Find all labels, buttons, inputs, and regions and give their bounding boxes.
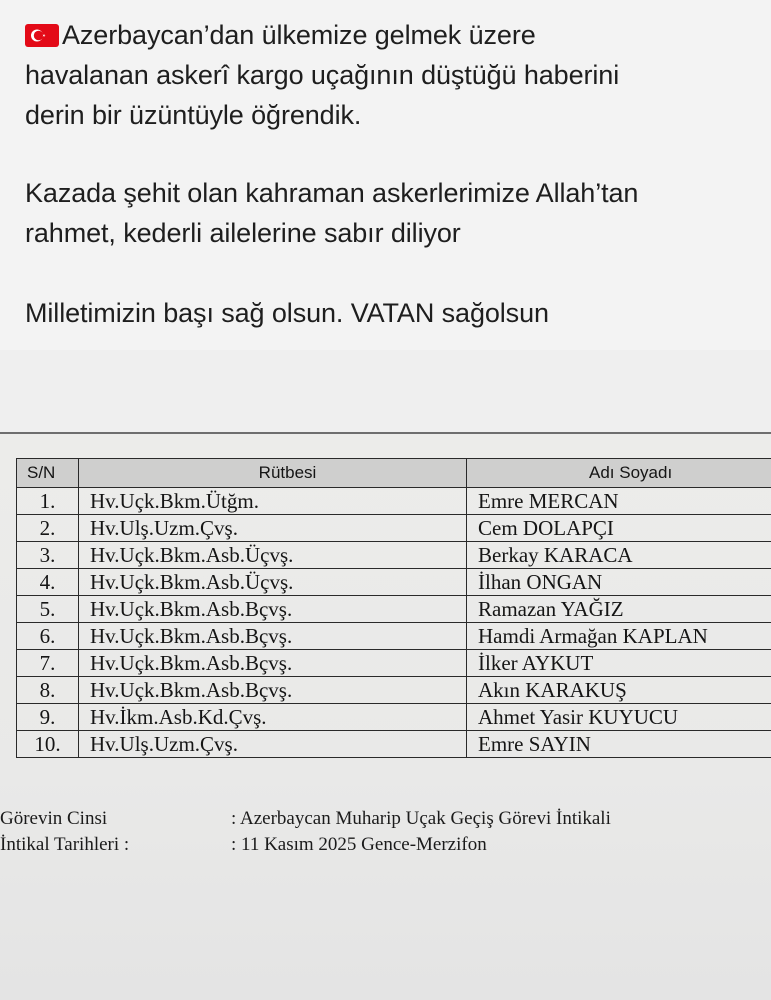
post-line-2: havalanan askerî kargo uçağının düştüğü haberini	[25, 60, 620, 90]
post-line-4: Kazada şehit olan kahraman askerlerimize Allah’tan	[25, 178, 639, 208]
post-line-1-text: Azerbaycan’dan ülkemize gelmek üzere	[62, 20, 536, 50]
post-divider	[0, 350, 771, 432]
post-line-6: Milletimizin başı sağ olsun. VATAN sağolsun	[25, 298, 549, 328]
row-sn: 8.	[17, 677, 79, 704]
meta-value: : Azerbaycan Muharip Uçak Geçiş Görevi İntikali	[231, 808, 611, 829]
header-name: Adı Soyadı	[467, 459, 771, 488]
row-rank: Hv.Uçk.Bkm.Asb.Üçvş.	[79, 569, 467, 596]
row-name: Ramazan YAĞIZ	[467, 596, 771, 623]
row-name: Akın KARAKUŞ	[467, 677, 771, 704]
row-sn: 2.	[17, 515, 79, 542]
row-sn: 9.	[17, 704, 79, 731]
row-rank: Hv.Uçk.Bkm.Asb.Bçvş.	[79, 596, 467, 623]
table-row	[17, 542, 771, 569]
row-sn: 10.	[17, 731, 79, 758]
row-rank: Hv.Uçk.Bkm.Asb.Bçvş.	[79, 623, 467, 650]
turkey-flag-icon	[25, 24, 59, 47]
row-name: İlker AYKUT	[467, 650, 771, 677]
row-rank: Hv.Uçk.Bkm.Ütğm.	[79, 488, 467, 515]
table-row	[17, 677, 771, 704]
row-rank: Hv.Uçk.Bkm.Asb.Bçvş.	[79, 650, 467, 677]
post-line-1	[25, 22, 536, 49]
row-name: Emre SAYIN	[467, 731, 771, 758]
row-rank: Hv.İkm.Asb.Kd.Çvş.	[79, 704, 467, 731]
row-sn: 1.	[17, 488, 79, 515]
row-rank: Hv.Ulş.Uzm.Çvş.	[79, 515, 467, 542]
meta-value: : 11 Kasım 2025 Gence-Merzifon	[231, 834, 487, 855]
post-line-5: rahmet, kederli ailelerine sabır diliyor	[25, 218, 461, 248]
row-rank: Hv.Uçk.Bkm.Asb.Üçvş.	[79, 542, 467, 569]
table-header-row	[17, 459, 771, 488]
row-rank: Hv.Uçk.Bkm.Asb.Bçvş.	[79, 677, 467, 704]
row-sn: 3.	[17, 542, 79, 569]
post-text-area	[0, 0, 771, 350]
post-line-3: derin bir üzüntüyle öğrendik.	[25, 100, 362, 130]
table-row	[17, 704, 771, 731]
meta-label: Görevin Cinsi	[0, 808, 108, 829]
header-rank: Rütbesi	[79, 459, 467, 488]
row-sn: 4.	[17, 569, 79, 596]
row-sn: 6.	[17, 623, 79, 650]
row-sn: 7.	[17, 650, 79, 677]
table-row	[17, 623, 771, 650]
row-name: Hamdi Armağan KAPLAN	[467, 623, 771, 650]
row-name: İlhan ONGAN	[467, 569, 771, 596]
table-row	[17, 650, 771, 677]
table-row	[17, 569, 771, 596]
row-name: Cem DOLAPÇI	[467, 515, 771, 542]
document-top-rule	[0, 432, 771, 434]
row-name: Ahmet Yasir KUYUCU	[467, 704, 771, 731]
header-sn: S/N	[17, 459, 79, 488]
meta-label: İntikal Tarihleri :	[0, 834, 130, 855]
table-row	[17, 488, 771, 515]
table-row	[17, 596, 771, 623]
row-name: Berkay KARACA	[467, 542, 771, 569]
table-row	[17, 731, 771, 758]
row-name: Emre MERCAN	[467, 488, 771, 515]
personnel-table	[16, 458, 771, 758]
row-rank: Hv.Ulş.Uzm.Çvş.	[79, 731, 467, 758]
row-sn: 5.	[17, 596, 79, 623]
table-row	[17, 515, 771, 542]
